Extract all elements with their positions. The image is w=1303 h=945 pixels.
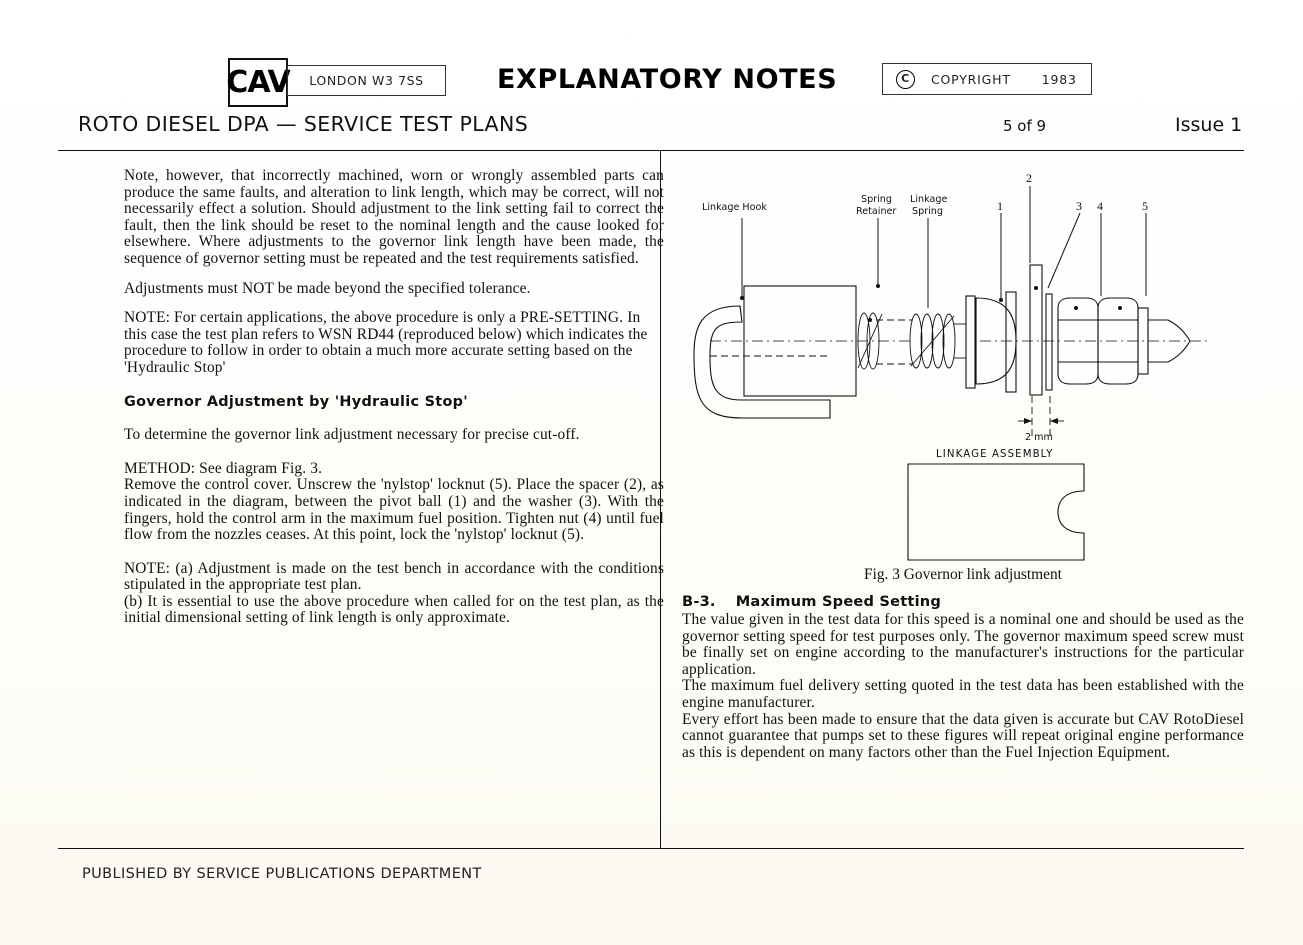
item-number-4: 4	[1097, 199, 1103, 213]
section-heading	[682, 593, 941, 610]
right-column-body	[682, 612, 1244, 761]
dimension-label: 2 mm	[1025, 432, 1053, 443]
label-linkage-hook: Linkage Hook	[702, 202, 767, 213]
paragraph: (b) It is essential to use the above procedure when called for on the test plan, as the initial dimensional setting of link length is only approximate.	[124, 592, 664, 627]
copyright-icon: C	[896, 70, 915, 89]
page-title: EXPLANATORY NOTES	[497, 64, 838, 95]
document-header	[0, 0, 1303, 150]
paragraph: Note, however, that incorrectly machined, worn or wrongly assembled parts can produce the same faults, and alteration to link length, which may be correct, will not necessarily effect a solution. Should adjustment to the link setting fail to correct the fault, then the link should be reset to the nominal length and the cause looked for elsewhere. Where adjustments to the governor link length have been made, the sequence of governor setting must be repeated and the test requirements satisfied.	[124, 167, 664, 267]
paragraph: To determine the governor link adjustment necessary for precise cut-off.	[124, 426, 580, 444]
paragraph: Adjustments must NOT be made beyond the specified tolerance.	[124, 279, 531, 297]
paragraph: Remove the control cover. Unscrew the 'nylstop' locknut (5). Place the spacer (2), as indicated in the diagram, between the pivot ball (1) and the washer (3). With the fingers, hold the control arm in the maximum fuel position. Tighten nut (4) until fuel flow from the nozzles ceases. At this point, lock the 'nylstop' locknut (5).	[124, 476, 664, 544]
copyright-year: 1983	[1041, 71, 1077, 87]
governor-link-diagram	[680, 168, 1246, 568]
item-number-1: 1	[997, 199, 1003, 213]
paragraph: The maximum fuel delivery setting quoted in the test data has been established with the engine manufacturer.	[682, 677, 1244, 711]
subsection-heading: Governor Adjustment by 'Hydraulic Stop'	[124, 393, 468, 410]
section-title: Maximum Speed Setting	[735, 593, 942, 610]
footer-rule	[58, 848, 1244, 849]
issue-number: Issue 1	[1175, 114, 1243, 136]
section-number: B-3.	[682, 593, 716, 610]
page-number: 5 of 9	[1003, 117, 1047, 135]
figure-caption: Fig. 3 Governor link adjustment	[864, 566, 1062, 583]
paragraph: Every effort has been made to ensure that the data given is accurate but CAV RotoDiesel cannot guarantee that pumps set to these figures will repeat original engine performance as this is dependent on many factors other than the Fuel Injection Equipment.	[682, 710, 1244, 761]
item-number-3: 3	[1076, 199, 1082, 213]
paragraph: The value given in the test data for this speed is a nominal one and should be used as the governor setting speed for test purposes only. The governor maximum speed screw must be finally set on engine according to the manufacturer's instructions for the particular application.	[682, 611, 1244, 678]
paragraph: METHOD: See diagram Fig. 3.	[124, 459, 323, 477]
paragraph: NOTE: For certain applications, the above procedure is only a PRE-SETTING. In this case the test plan refers to WSN RD44 (reproduced below) which indicates the procedure to follow in order to obtain a much more accurate setting based on the 'Hydraulic Stop'	[124, 309, 648, 376]
header-rule	[58, 150, 1244, 151]
footer-text: PUBLISHED BY SERVICE PUBLICATIONS DEPARTMENT	[82, 866, 482, 882]
document-subtitle: ROTO DIESEL DPA — SERVICE TEST PLANS	[78, 112, 529, 136]
cav-logo: CAV	[228, 58, 288, 107]
label-linkage-spring-2: Spring	[912, 206, 943, 217]
inset-title: LINKAGE ASSEMBLY	[936, 449, 1054, 460]
paragraph: NOTE: (a) Adjustment is made on the test bench in accordance with the conditions stipulated in the appropriate test plan.	[124, 559, 664, 594]
label-spring-retainer-2: Retainer	[856, 206, 897, 217]
figure-3	[680, 168, 1246, 583]
company-address: LONDON W3 7SS	[287, 65, 446, 96]
copyright-box	[882, 63, 1092, 95]
copyright-label: COPYRIGHT	[931, 71, 1011, 87]
label-spring-retainer-1: Spring	[861, 194, 892, 205]
left-column	[124, 168, 664, 627]
right-column	[680, 168, 1246, 761]
label-linkage-spring-1: Linkage	[910, 194, 948, 205]
item-number-5: 5	[1142, 199, 1148, 213]
item-number-2: 2	[1026, 171, 1032, 185]
